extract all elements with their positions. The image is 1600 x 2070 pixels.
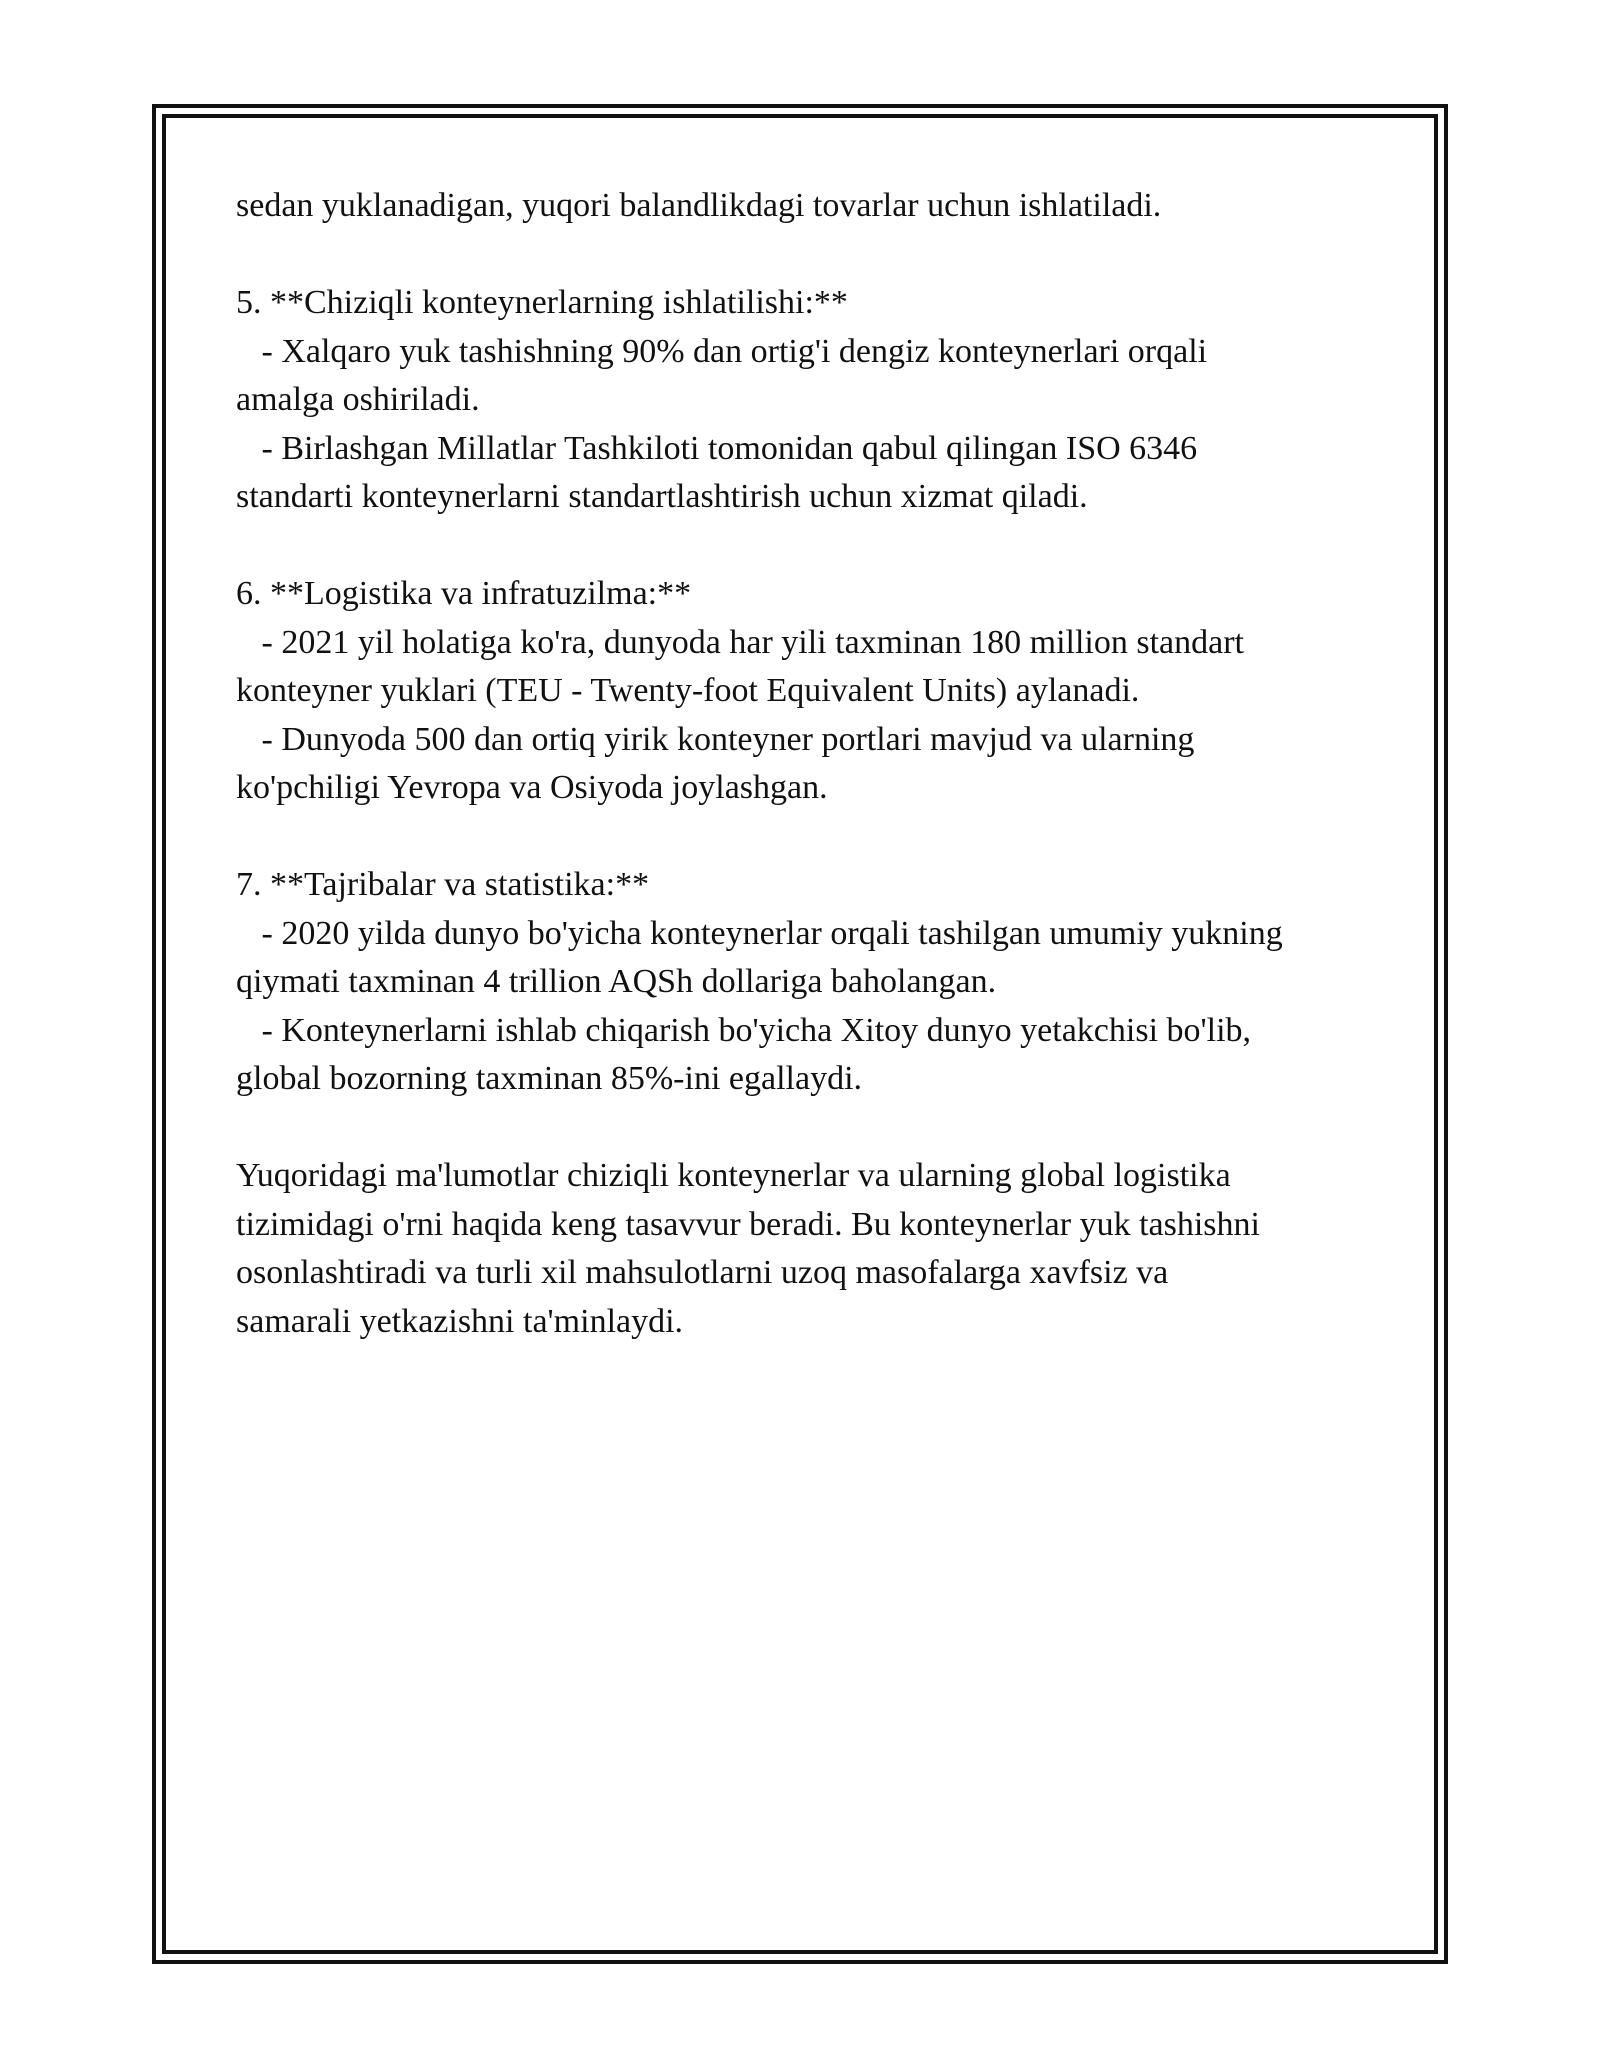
section-heading: 5. **Chiziqli konteynerlarning ishlatilishi:** <box>236 284 848 321</box>
body-line: ko'pchiligi Yevropa va Osiyoda joylashgan. <box>236 769 828 806</box>
body-line: - 2020 yilda dunyo bo'yicha konteynerlar orqali tashilgan umumiy yukning <box>236 914 1283 952</box>
body-line: global bozorning taxminan 85%-ini egallaydi. <box>236 1060 863 1097</box>
paragraph-gap <box>236 231 1386 280</box>
body-line: - Dunyoda 500 dan ortiq yirik konteyner portlari mavjud va ularning <box>236 720 1195 758</box>
body-line: qiymati taxminan 4 trillion AQSh dollariga baholangan. <box>236 963 997 1000</box>
intro-line: sedan yuklanadigan, yuqori balandlikdagi tovarlar uchun ishlatiladi. <box>236 187 1162 224</box>
section-6 <box>236 570 1386 813</box>
body-line: - Konteynerlarni ishlab chiqarish bo'yicha Xitoy dunyo yetakchisi bo'lib, <box>236 1011 1252 1049</box>
body-line: tizimidagi o'rni haqida keng tasavvur beradi. Bu konteynerlar yuk tashishni <box>236 1205 1260 1243</box>
paragraph-gap <box>236 1104 1386 1153</box>
conclusion-paragraph <box>236 1152 1386 1346</box>
body-line: osonlashtiradi va turli xil mahsulotlarni uzoq masofalarga xavfsiz va <box>236 1254 1169 1291</box>
section-7 <box>236 861 1386 1104</box>
body-line: standarti konteynerlarni standartlashtirish uchun xizmat qiladi. <box>236 478 1088 515</box>
section-5 <box>236 279 1386 522</box>
body-line: - 2021 yil holatiga ko'ra, dunyoda har yili taxminan 180 million standart <box>236 623 1244 661</box>
body-line: konteyner yuklari (TEU - Twenty-foot Equivalent Units) aylanadi. <box>236 672 1140 709</box>
section-heading: 7. **Tajribalar va statistika:** <box>236 866 650 903</box>
body-line: - Xalqaro yuk tashishning 90% dan ortig'i dengiz konteynerlari orqali <box>236 332 1208 370</box>
body-line: amalga oshiriladi. <box>236 381 480 418</box>
body-line: Yuqoridagi ma'lumotlar chiziqli konteynerlar va ularning global logistika <box>236 1157 1231 1194</box>
paragraph-gap <box>236 813 1386 862</box>
document-body <box>236 182 1386 1346</box>
section-heading: 6. **Logistika va infratuzilma:** <box>236 575 692 612</box>
paragraph-gap <box>236 522 1386 571</box>
body-line: - Birlashgan Millatlar Tashkiloti tomonidan qabul qilingan ISO 6346 <box>236 429 1198 467</box>
body-line: samarali yetkazishni ta'minlaydi. <box>236 1302 684 1340</box>
